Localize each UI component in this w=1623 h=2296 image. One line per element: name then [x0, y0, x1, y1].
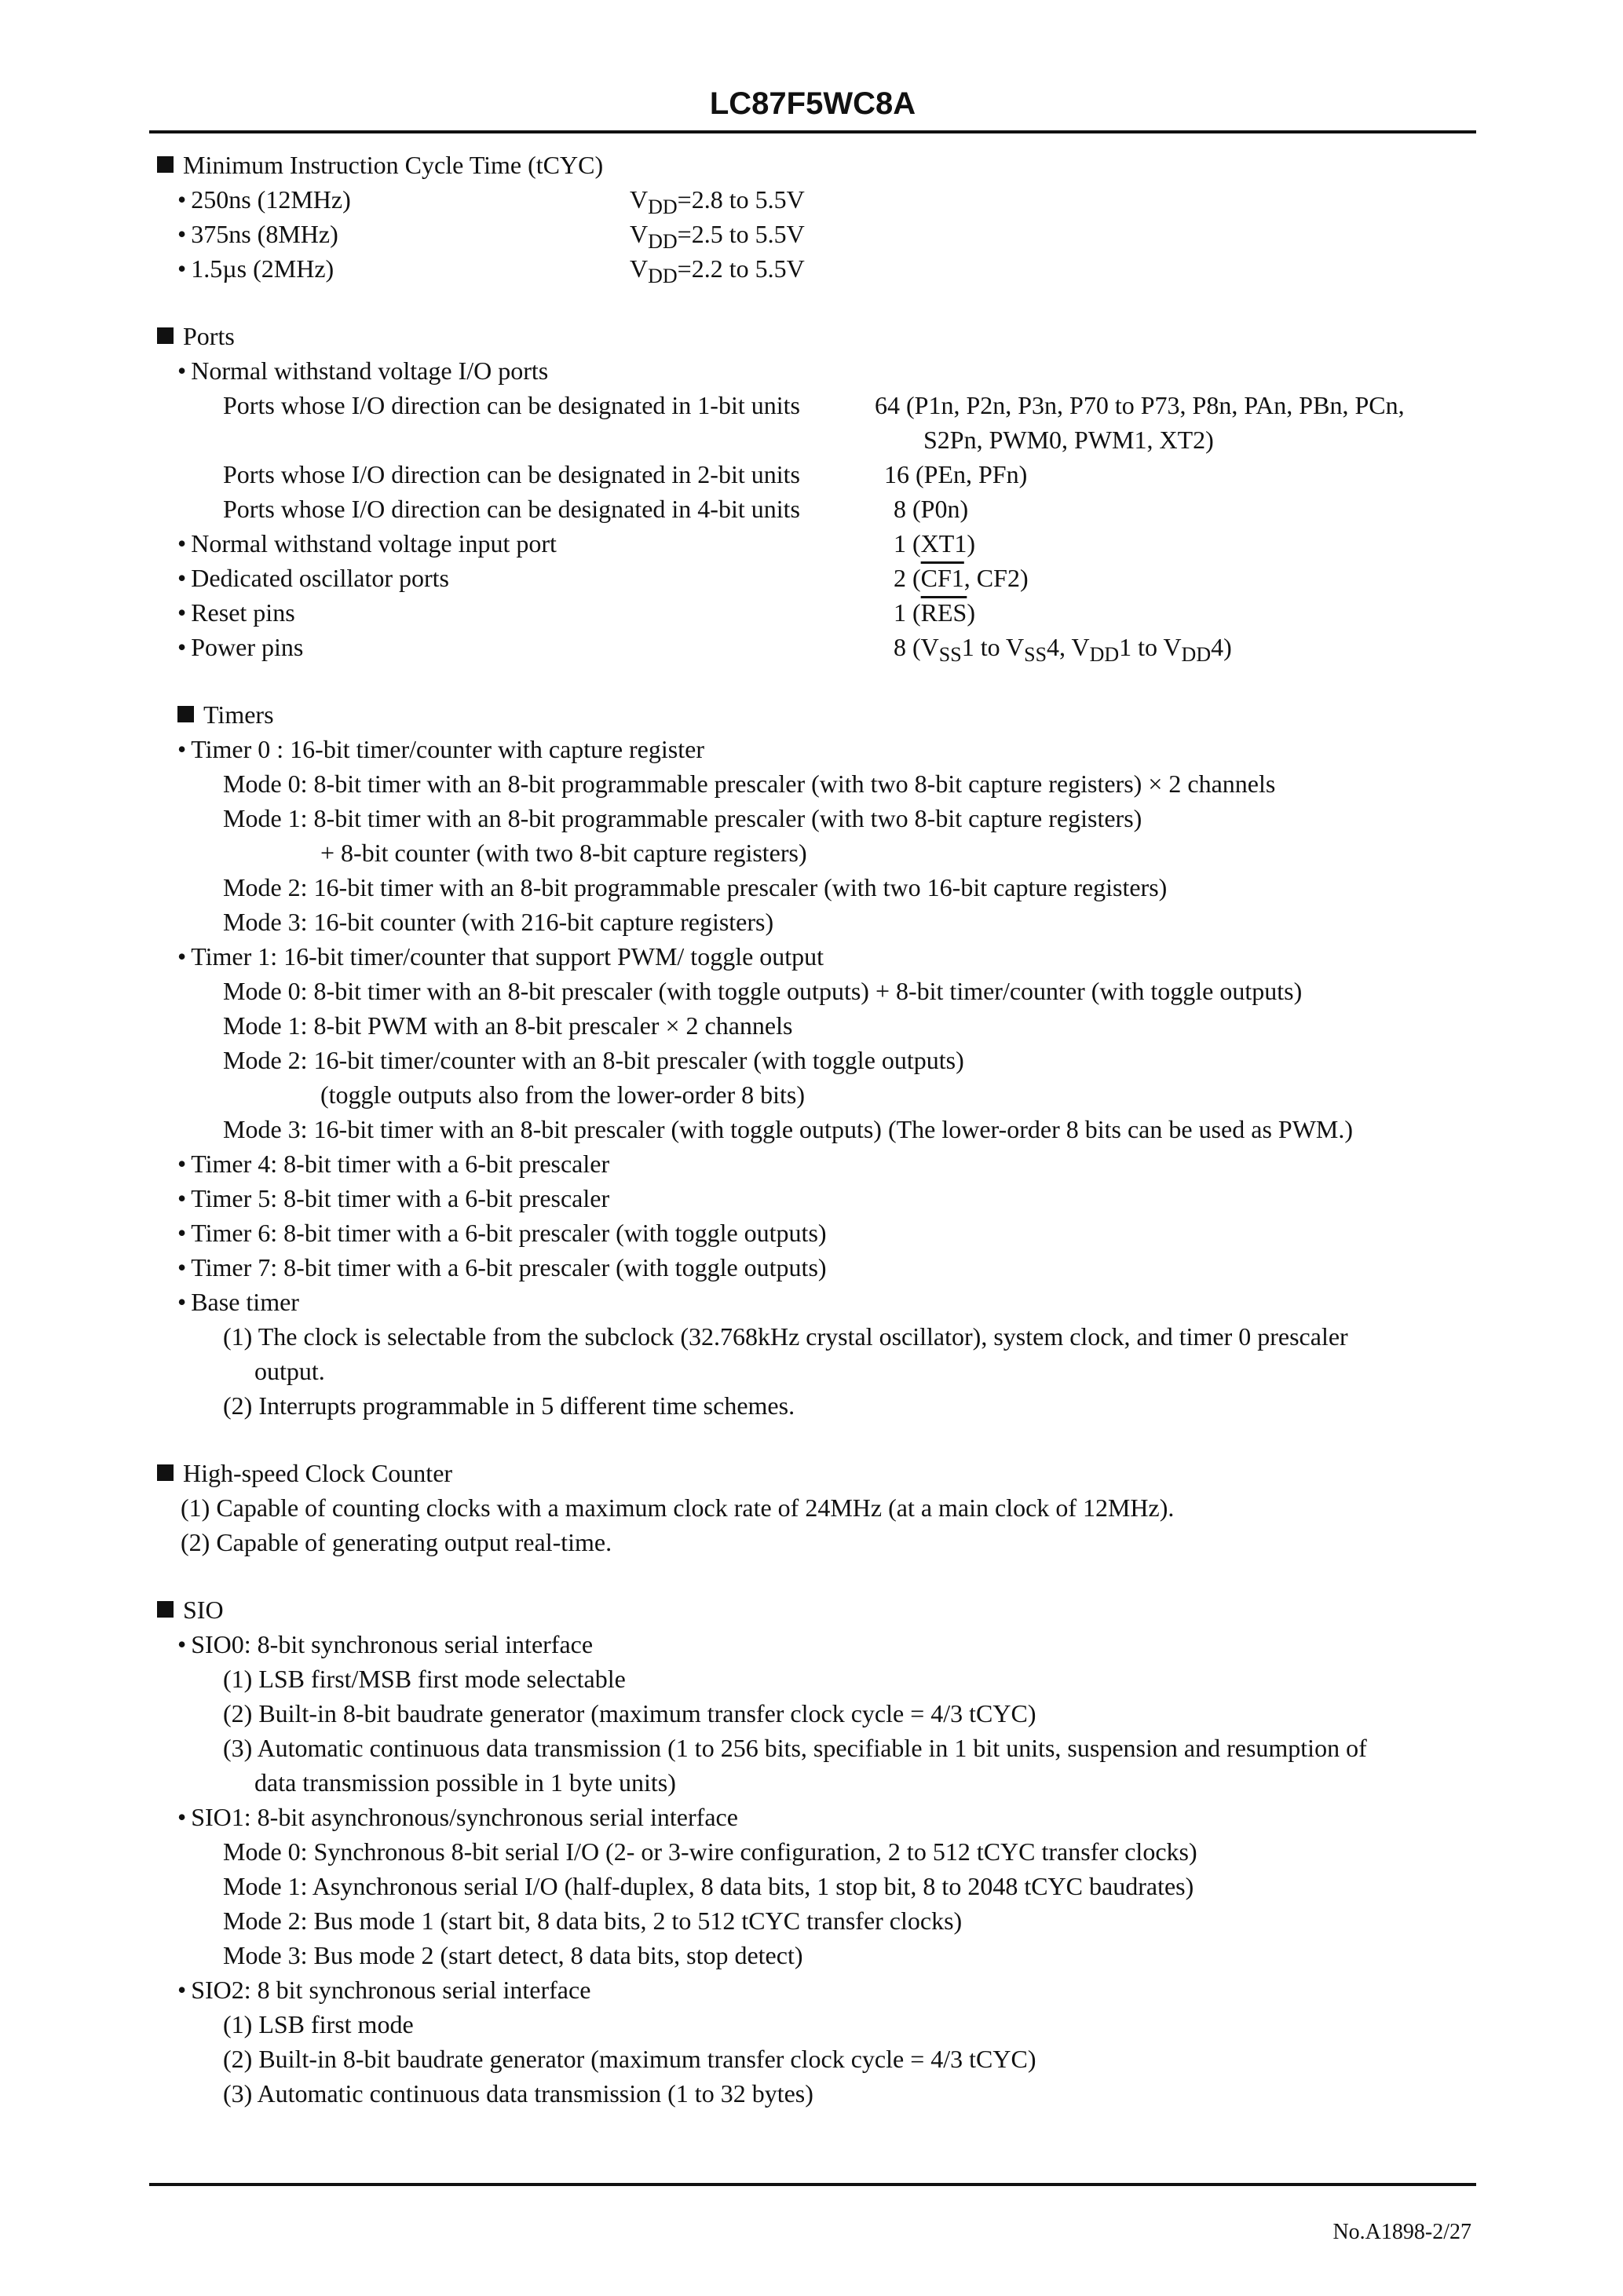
- sio-line: (1) LSB first/MSB first mode selectable: [223, 1665, 626, 1693]
- list-item: • SIO2: 8 bit synchronous serial interface: [177, 1976, 591, 2004]
- ports-unit2-value: 16 (PEn, PFn): [884, 460, 1028, 488]
- list-item: • Dedicated oscillator ports 2 (CF1, CF2): [177, 564, 1029, 592]
- square-bullet-icon: [157, 327, 174, 344]
- timer-mode-line: Mode 3: 16-bit timer with an 8-bit prescaler (with toggle outputs) (The lower-order 8 bits can be used as PWM.): [223, 1115, 1353, 1143]
- timer-mode-line: Mode 2: 16-bit timer/counter with an 8-bit prescaler (with toggle outputs): [223, 1046, 964, 1074]
- base-timer-line: (1) The clock is selectable from the subclock (32.768kHz crystal oscillator), system clock, and timer 0 prescaler: [223, 1322, 1348, 1351]
- list-item: • Timer 5: 8-bit timer with a 6-bit prescaler: [177, 1184, 610, 1212]
- timer-mode-line: Mode 1: 8-bit timer with an 8-bit programmable prescaler (with two 8-bit capture registers): [223, 804, 1142, 832]
- sio-line: Mode 1: Asynchronous serial I/O (half-duplex, 8 data bits, 1 stop bit, 8 to 2048 tCYC baudrates): [223, 1872, 1194, 1900]
- page-title: LC87F5WC8A: [709, 86, 916, 121]
- timer-mode-line-cont: + 8-bit counter (with two 8-bit capture registers): [320, 839, 807, 867]
- sio-line: (2) Built-in 8-bit baudrate generator (maximum transfer clock cycle = 4/3 tCYC): [223, 1699, 1036, 1727]
- bullet-icon: •: [177, 529, 187, 558]
- list-item: • Timer 7: 8-bit timer with a 6-bit prescaler (with toggle outputs): [177, 1253, 827, 1281]
- ports-unit1-value-cont: S2Pn, PWM0, PWM1, XT2): [923, 426, 1214, 454]
- bullet-icon: •: [177, 942, 187, 971]
- list-item: • SIO1: 8-bit asynchronous/synchronous serial interface: [177, 1803, 738, 1831]
- list-item: • Timer 6: 8-bit timer with a 6-bit prescaler (with toggle outputs): [177, 1219, 827, 1247]
- timer-mode-line: Mode 3: 16-bit counter (with 216-bit capture registers): [223, 908, 774, 936]
- list-item: • Normal withstand voltage I/O ports: [177, 356, 549, 385]
- section-heading-ports: Ports: [157, 319, 235, 353]
- bullet-icon: •: [177, 1803, 187, 1831]
- timer-mode-line: Mode 0: 8-bit timer with an 8-bit prescaler (with toggle outputs) + 8-bit timer/counter (with toggle outputs): [223, 977, 1303, 1005]
- list-item: • Timer 1: 16-bit timer/counter that support PWM/ toggle output: [177, 942, 824, 971]
- list-item: • Timer 4: 8-bit timer with a 6-bit prescaler: [177, 1150, 610, 1178]
- list-item: • 375ns (8MHz) $V_{DD}=2.5$ to 5.5V: [177, 220, 805, 253]
- bullet-icon: •: [177, 735, 187, 763]
- sio-line-cont: data transmission possible in 1 byte units): [254, 1768, 676, 1797]
- section-heading-sio: SIO: [157, 1592, 224, 1627]
- bullet-icon: •: [177, 633, 187, 661]
- ports-unit4-label: Ports whose I/O direction can be designated in 4-bit units: [223, 495, 800, 523]
- bullet-icon: •: [177, 1219, 187, 1247]
- square-bullet-icon: [157, 1464, 174, 1481]
- bullet-icon: •: [177, 1976, 187, 2004]
- sio-line: (3) Automatic continuous data transmission (1 to 32 bytes): [223, 2079, 813, 2108]
- bullet-icon: •: [177, 1288, 187, 1316]
- square-bullet-icon: [177, 706, 194, 722]
- bullet-icon: •: [177, 1150, 187, 1178]
- timer-mode-line-cont: (toggle outputs also from the lower-order 8 bits): [320, 1080, 805, 1109]
- bullet-icon: •: [177, 564, 187, 592]
- top-rule: [149, 130, 1476, 133]
- sio-line: Mode 3: Bus mode 2 (start detect, 8 data bits, stop detect): [223, 1941, 803, 1969]
- sio-line: (1) LSB first mode: [223, 2010, 414, 2038]
- page-number: No.A1898-2/27: [1332, 2220, 1471, 2244]
- bullet-icon: •: [177, 356, 187, 385]
- bullet-icon: •: [177, 1184, 187, 1212]
- ports-unit1-label: Ports whose I/O direction can be designated in 1-bit units: [223, 391, 800, 419]
- list-item: • 250ns (12MHz) $V_{DD}=2.8$ to 5.5V: [177, 185, 805, 218]
- list-item: • Reset pins 1 $(\overline{RES})$: [177, 598, 975, 627]
- timer-mode-line: Mode 1: 8-bit PWM with an 8-bit prescaler × 2 channels: [223, 1011, 793, 1040]
- section-heading-timers: Timers: [177, 697, 274, 732]
- bullet-icon: •: [177, 1630, 187, 1658]
- section-heading-hs-counter: High-speed Clock Counter: [157, 1456, 452, 1490]
- ports-unit4-value: 8 (P0n): [894, 495, 969, 523]
- bullet-icon: •: [177, 1253, 187, 1281]
- section-heading-min-cycle: Minimum Instruction Cycle Time (tCYC): [157, 148, 603, 182]
- square-bullet-icon: [157, 156, 174, 173]
- bullet-icon: •: [177, 598, 187, 627]
- sio-line: Mode 2: Bus mode 1 (start bit, 8 data bits, 2 to 512 tCYC transfer clocks): [223, 1907, 963, 1935]
- list-item: • Normal withstand voltage input port 1 (XT1): [177, 529, 975, 558]
- sio-line: (3) Automatic continuous data transmission (1 to 256 bits, specifiable in 1 bit units, suspension and resumption of: [223, 1734, 1367, 1762]
- base-timer-line-cont: output.: [254, 1357, 325, 1385]
- list-item: • Power pins 8 ($V_{SS}1$ to $V_{SS}4$, $V_{DD}1$ to $V_{DD}4$): [177, 633, 1232, 666]
- ports-unit2-label: Ports whose I/O direction can be designated in 2-bit units: [223, 460, 800, 488]
- sio-line: Mode 0: Synchronous 8-bit serial I/O (2- or 3-wire configuration, 2 to 512 tCYC transfer clocks): [223, 1837, 1197, 1866]
- list-item: • 1.5µs (2MHz) $V_{DD}=2.2$ to 5.5V: [177, 254, 805, 287]
- bottom-rule: [149, 2183, 1476, 2186]
- bullet-icon: •: [177, 220, 187, 248]
- square-bullet-icon: [157, 1601, 174, 1618]
- timer-mode-line: Mode 0: 8-bit timer with an 8-bit programmable prescaler (with two 8-bit capture registers) × 2 channels: [223, 770, 1276, 798]
- list-item: • Timer 0 : 16-bit timer/counter with capture register: [177, 735, 704, 763]
- timer-mode-line: Mode 2: 16-bit timer with an 8-bit programmable prescaler (with two 16-bit capture registers): [223, 873, 1168, 901]
- base-timer-line: (2) Interrupts programmable in 5 different time schemes.: [223, 1391, 795, 1420]
- hs-counter-line: (2) Capable of generating output real-time.: [181, 1528, 612, 1556]
- bullet-icon: •: [177, 185, 187, 214]
- bullet-icon: •: [177, 254, 187, 283]
- hs-counter-line: (1) Capable of counting clocks with a maximum clock rate of 24MHz (at a main clock of 12MHz).: [181, 1493, 1175, 1522]
- ports-unit1-value: 64 (P1n, P2n, P3n, P70 to P73, P8n, PAn, PBn, PCn,: [875, 391, 1405, 419]
- list-item: • SIO0: 8-bit synchronous serial interface: [177, 1630, 594, 1658]
- sio-line: (2) Built-in 8-bit baudrate generator (maximum transfer clock cycle = 4/3 tCYC): [223, 2045, 1036, 2073]
- list-item: • Base timer: [177, 1288, 299, 1316]
